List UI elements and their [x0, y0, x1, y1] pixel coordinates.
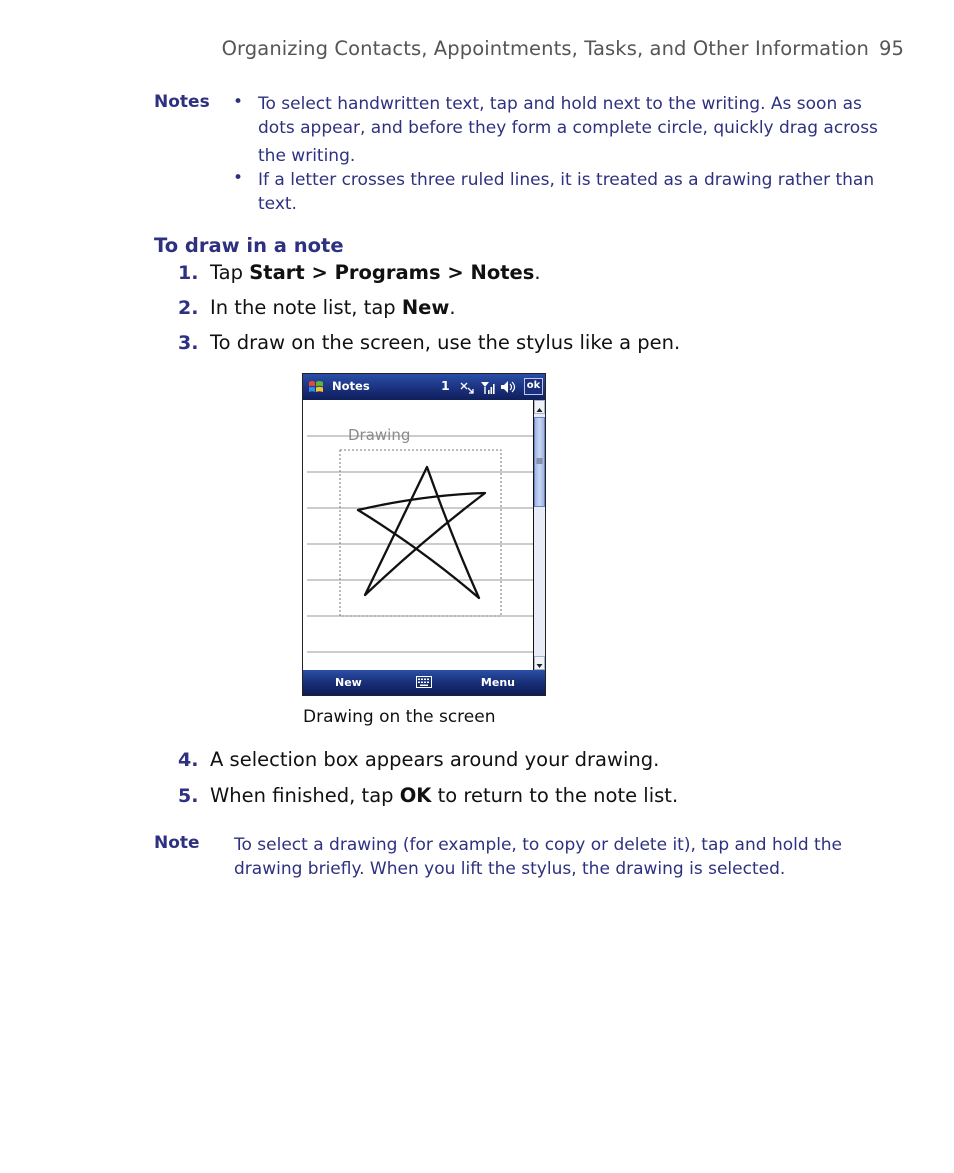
- volume-icon[interactable]: [501, 381, 515, 393]
- step-number: 2.: [178, 297, 199, 319]
- note-text: [234, 833, 874, 881]
- step-1-text: [210, 261, 541, 284]
- step-2-post: .: [449, 296, 456, 319]
- scroll-thumb[interactable]: [534, 417, 545, 507]
- scroll-down-arrow[interactable]: [534, 656, 545, 670]
- step-2-pre: In the note list, tap: [210, 296, 402, 319]
- notes-bullet-1-line-2: dots appear, and before they form a complete circle, quickly drag across: [258, 118, 878, 138]
- chevron-up-icon: [535, 404, 544, 416]
- notes-bullet-2-line-1: If a letter crosses three ruled lines, it is treated as a drawing rather than: [258, 170, 875, 190]
- step-5-ok: OK: [399, 784, 432, 807]
- step-1-pre: Tap: [210, 261, 250, 284]
- scroll-up-arrow[interactable]: [534, 400, 545, 414]
- step-3-pre: To draw on the screen, use the stylus like a pen.: [210, 331, 681, 354]
- keyboard-icon[interactable]: [416, 676, 432, 688]
- step-4-text: [210, 748, 659, 771]
- status-icons: [459, 379, 521, 395]
- notes-bullet-2-line-2: text.: [258, 194, 297, 214]
- step-1-post: .: [534, 261, 541, 284]
- step-2-text: [210, 296, 456, 319]
- note-line-1: To select a drawing (for example, to copy or delete it), tap and hold the: [234, 835, 842, 855]
- app-title: Notes: [332, 379, 370, 393]
- ok-button[interactable]: ok: [524, 378, 543, 395]
- bullet-marker: •: [233, 168, 244, 188]
- notes-bullet-1: [258, 92, 878, 168]
- step-1-sep-2: >: [440, 261, 471, 284]
- note-label: Note: [154, 833, 200, 853]
- step-1-programs: Programs: [334, 261, 441, 284]
- step-5-text: [210, 784, 678, 807]
- step-number: 5.: [178, 785, 199, 807]
- step-3-text: [210, 331, 680, 354]
- menu-softkey[interactable]: Menu: [480, 676, 515, 689]
- figure-caption: Drawing on the screen: [303, 707, 496, 727]
- menu-bar: [303, 670, 545, 695]
- step-4-pre: A selection box appears around your drawing.: [210, 748, 660, 771]
- notes-bullet-2: [258, 168, 878, 216]
- step-1-sep-1: >: [304, 261, 335, 284]
- bullet-marker: •: [233, 92, 244, 112]
- step-2-new: New: [401, 296, 450, 319]
- notes-bullet-1-line-1: To select handwritten text, tap and hold next to the writing. As soon as: [258, 94, 862, 114]
- status-number: 1: [441, 378, 450, 393]
- new-softkey[interactable]: New: [335, 676, 362, 689]
- step-number: 1.: [178, 262, 199, 284]
- device-screenshot: [302, 373, 546, 696]
- notes-bullet-1-line-3: the writing.: [258, 146, 356, 166]
- step-1-start: Start: [249, 261, 305, 284]
- star-drawing[interactable]: [358, 467, 485, 598]
- step-1-notes: Notes: [470, 261, 535, 284]
- note-line-2: drawing briefly. When you lift the stylus, the drawing is selected.: [234, 859, 786, 879]
- connectivity-icon[interactable]: [461, 383, 473, 393]
- step-5-pre: When finished, tap: [210, 784, 400, 807]
- canvas-heading: Drawing: [348, 426, 411, 444]
- page-header: [222, 37, 904, 60]
- section-title: To draw in a note: [154, 234, 344, 257]
- drawing-canvas[interactable]: [303, 400, 533, 670]
- grip-icon: [535, 418, 544, 506]
- step-number: 3.: [178, 332, 199, 354]
- page-number: 95: [878, 37, 904, 60]
- windows-logo-icon[interactable]: [307, 378, 325, 396]
- notes-label: Notes: [154, 92, 210, 112]
- scrollbar[interactable]: [533, 400, 545, 670]
- title-bar: [303, 374, 545, 400]
- signal-icon[interactable]: [481, 382, 495, 394]
- step-5-post: to return to the note list.: [431, 784, 679, 807]
- step-number: 4.: [178, 749, 199, 771]
- chapter-title: Organizing Contacts, Appointments, Tasks, and Other Information: [221, 37, 869, 60]
